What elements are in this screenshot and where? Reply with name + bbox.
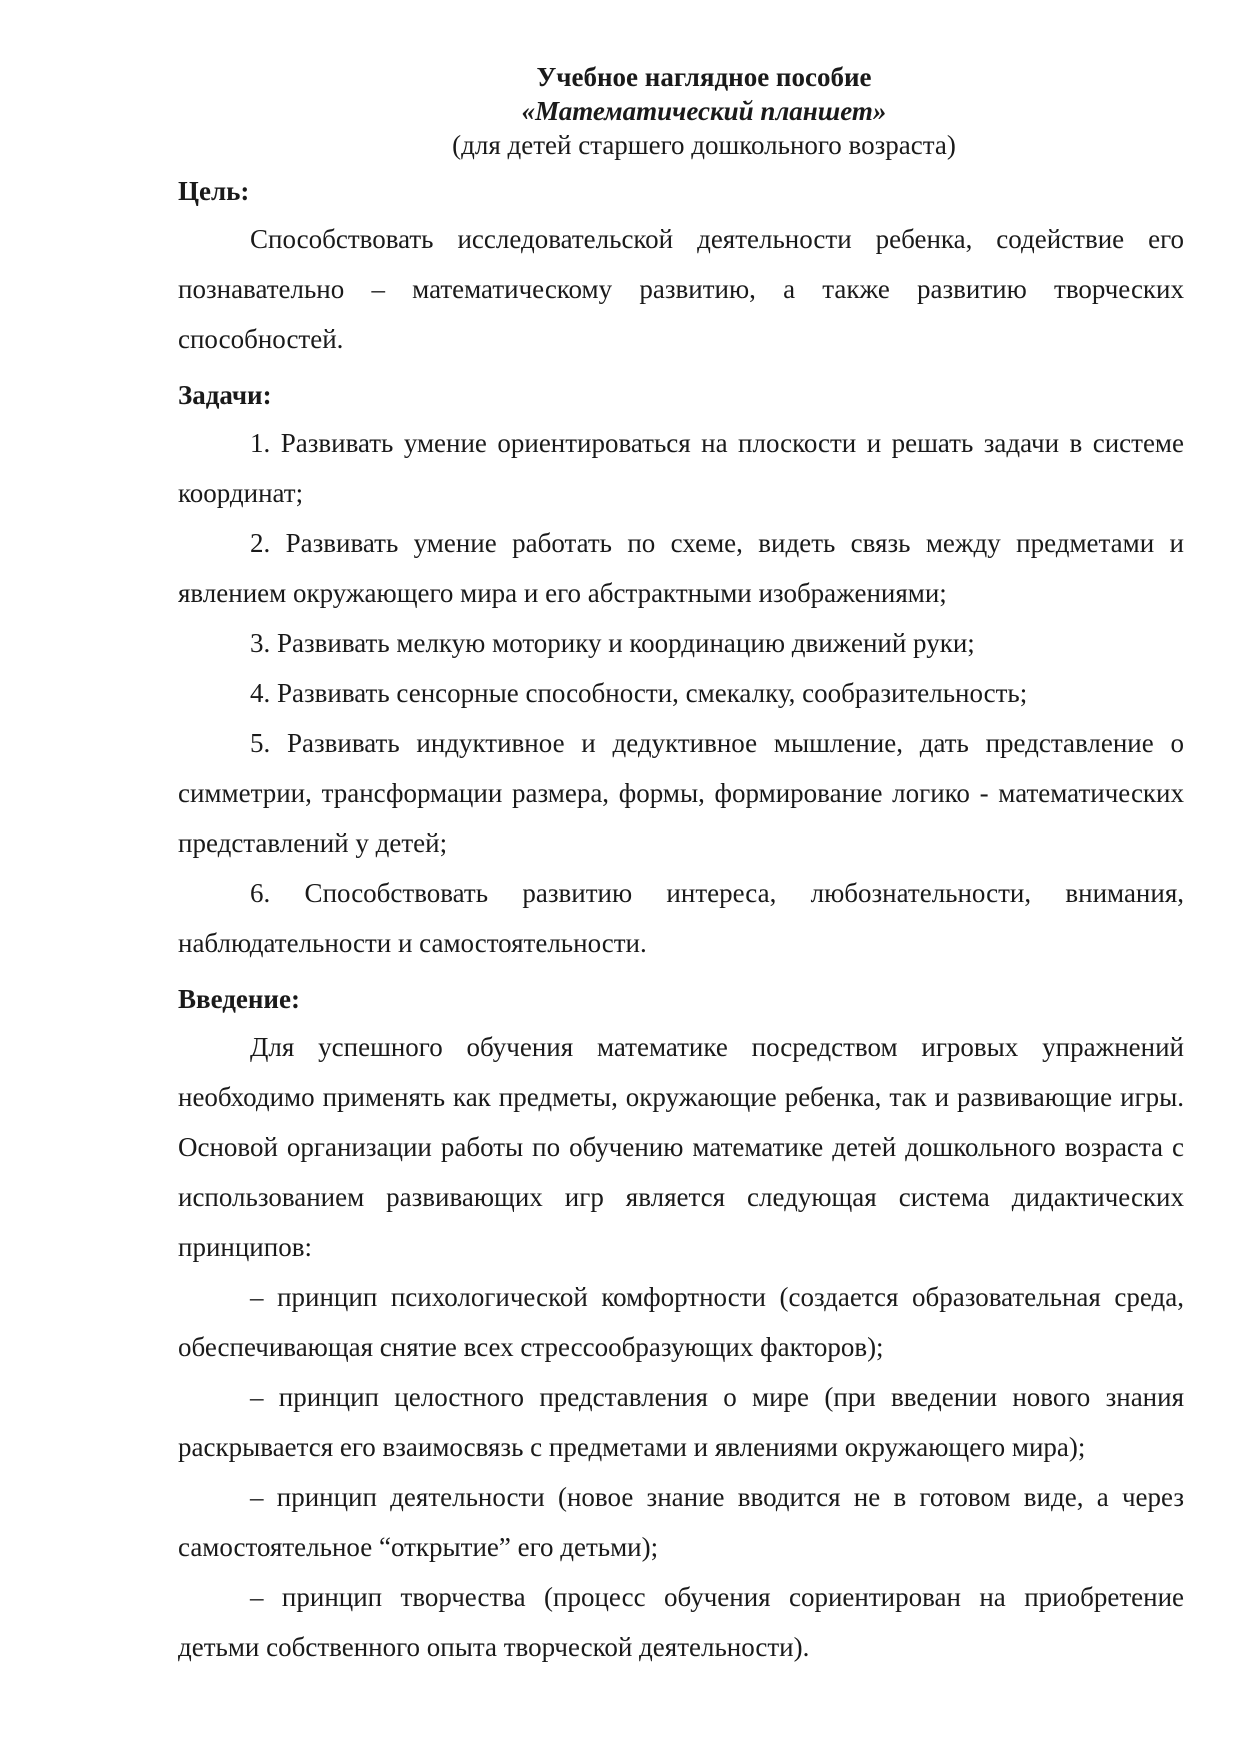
goal-heading: Цель: [178, 176, 250, 206]
task-item: 5. Развивать индуктивное и дедуктивное мышление, дать представление о симметрии, трансформации размера, формы, формирование логико - математических представлений у детей; [178, 728, 1184, 858]
title-block [178, 60, 1184, 162]
task-item: 3. Развивать мелкую моторику и координацию движений руки; [250, 628, 975, 658]
document-page [178, 60, 1184, 1672]
principle-item: – принцип целостного представления о мире (при введении нового знания раскрывается его взаимосвязь с предметами и явлениями окружающего мира); [178, 1382, 1184, 1462]
tasks-heading: Задачи: [178, 380, 272, 410]
document-title: Учебное наглядное пособие [536, 62, 872, 92]
principle-item: – принцип психологической комфортности (создается образовательная среда, обеспечивающая снятие всех стрессообразующих факторов); [178, 1282, 1184, 1362]
task-item: 1. Развивать умение ориентироваться на плоскости и решать задачи в системе координат; [178, 428, 1184, 508]
document-subtitle: «Математический планшет» [521, 96, 887, 126]
document-audience-note: (для детей старшего дошкольного возраста) [452, 130, 956, 160]
task-item: 2. Развивать умение работать по схеме, видеть связь между предметами и явлением окружающего мира и его абстрактными изображениями; [178, 528, 1184, 608]
task-item: 4. Развивать сенсорные способности, смекалку, сообразительность; [250, 678, 1028, 708]
task-item: 6. Способствовать развитию интереса, любознательности, внимания, наблюдательности и самостоятельности. [178, 878, 1184, 958]
goal-text: Способствовать исследовательской деятельности ребенка, содействие его познавательно – математическому развитию, а также развитию творческих способностей. [178, 224, 1184, 354]
principle-item: – принцип творчества (процесс обучения сориентирован на приобретение детьми собственного опыта творческой деятельности). [178, 1582, 1184, 1662]
intro-heading: Введение: [178, 984, 300, 1014]
principle-item: – принцип деятельности (новое знание вводится не в готовом виде, а через самостоятельное “открытие” его детьми); [178, 1482, 1184, 1562]
intro-text: Для успешного обучения математике посредством игровых упражнений необходимо применять как предметы, окружающие ребенка, так и развивающие игры. Основой организации работы по обучению математике детей дошкольного возраста с использованием развивающих игр является следующая система дидактических принципов: [178, 1032, 1184, 1262]
